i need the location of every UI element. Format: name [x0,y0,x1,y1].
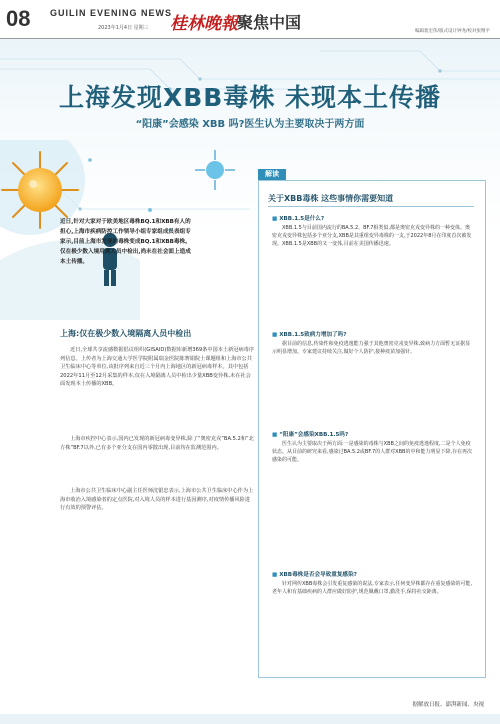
left-paragraph: 近日,全球共享流感数据倡议组织(GISAID)数据库新增369条中国本土新冠病毒序列信息。上传者为上海交通大学医学院附属瑞金医院陈赛娟院士课题组和上海市公共卫生临床中心等单位,该批序列来自近三个月内上海地区的新冠病毒样本。其中包括2022年11月至12月采集的样本,仅在入境隔离人员中检出少量XBB变异株,未在社会面发现本土传播的XBB。 [60,347,255,388]
question-heading: ■ “阳康”会感染XBB.1.5吗? [272,430,472,438]
page-number: 08 [6,6,31,31]
issue-date: 2023年1月4日 星期三 [98,25,149,31]
question-heading: ■ XBB.1.5是什么? [272,214,472,222]
question-heading: ■ XBB.1.5致病力增加了吗? [272,330,472,338]
source-credit: 据解放日报、澎湃新闻、央视 [412,702,484,708]
left-paragraph: 上海市疾控中心表示,国内已发现的新冠病毒变异株,除了“奥密克戎”BA.5.2和“北方株”BF.7以外,已有多个亚分支在国内零散出现,目前均在监测范围内。 [60,436,254,451]
explain-divider [268,206,474,207]
newspaper-header [0,0,500,39]
answer-paragraph: XBB.1.5与目前国内流行的BA.5.2、BF.7相类似,都是奥密克戎变异株的一种变体。奥密克戎变异株包括多个亚分支,XBB是其重组变异毒株的一支,于2022年8月在印度首次被发现。XBB.1.5是XBB的又一变体,目前在美国传播迅速。 [272,225,472,248]
paper-logo: 桂林晚報 [170,14,238,34]
answer-paragraph: 针对网传XBB毒株会引发重复感染的说法,专家表示,任何变异株都存在重复感染的可能,老年人和有基础疾病的人群应做好防护,规范佩戴口罩,勤洗手,保持社交距离。 [272,581,473,596]
sub-headline: “阳康”会感染 XBB 吗?医生认为主要取决于两方面 [135,119,365,130]
main-headline: 上海发现XBB毒株 未现本土传播 [58,83,442,112]
explain-box [258,180,486,678]
section-title: 聚焦中国 [237,13,302,32]
answer-paragraph: 医生认为主要取决于两方面:一是感染的毒株与XBB之间的免疫逃逸程度,二是个人免疫状态。从目前的研究来看,感染过BA.5.2或BF.7的人群对XBB的中和能力明显下降,存在再次感染的可能。 [272,441,473,464]
question-heading: ■ XBB毒株是否会导致重复感染? [272,570,472,578]
explain-title: 关于XBB毒株 这些事情你需要知道 [268,194,394,203]
left-section-heading: 上海:仅在极少数入境隔离人员中检出 [60,329,192,338]
answer-paragraph: 据目前的信息,传染性和免疫逃逸能力强于其他奥密克戎变异株,致病力方面暂无证据显示明显增加。专家建议持续关注,做好个人防护,接种疫苗加强针。 [272,341,471,356]
explain-tag: 解读 [258,169,286,180]
lead-paragraph: 近日,针对大家对于欧美地区毒株BQ.1和XBB有人的担心,上海市疾病防控工作领导小组专家组成员表组专家示,目前上海市发现的毒株变成BQ.1和XBB毒株。仅在极少数入境用离人员中检出,尚未在社会面上造成本土传播。 [60,219,191,265]
editor-credits: 编辑裴宏伟/版式设计钟尧/校对张继平 [414,29,490,34]
left-paragraph: 上海市公共卫生临床中心副主任医师沈银忠表示,上海市公共卫生临床中心作为上海市收治入境感染者的定点医院,对入境人员的样本进行基因测序,对疫情传播风险进行有效的预警评估。 [60,488,254,512]
bottom-bar [0,714,500,724]
paper-name-english: GUILIN EVENING NEWS [50,8,173,18]
virus-small-icon [195,150,235,190]
